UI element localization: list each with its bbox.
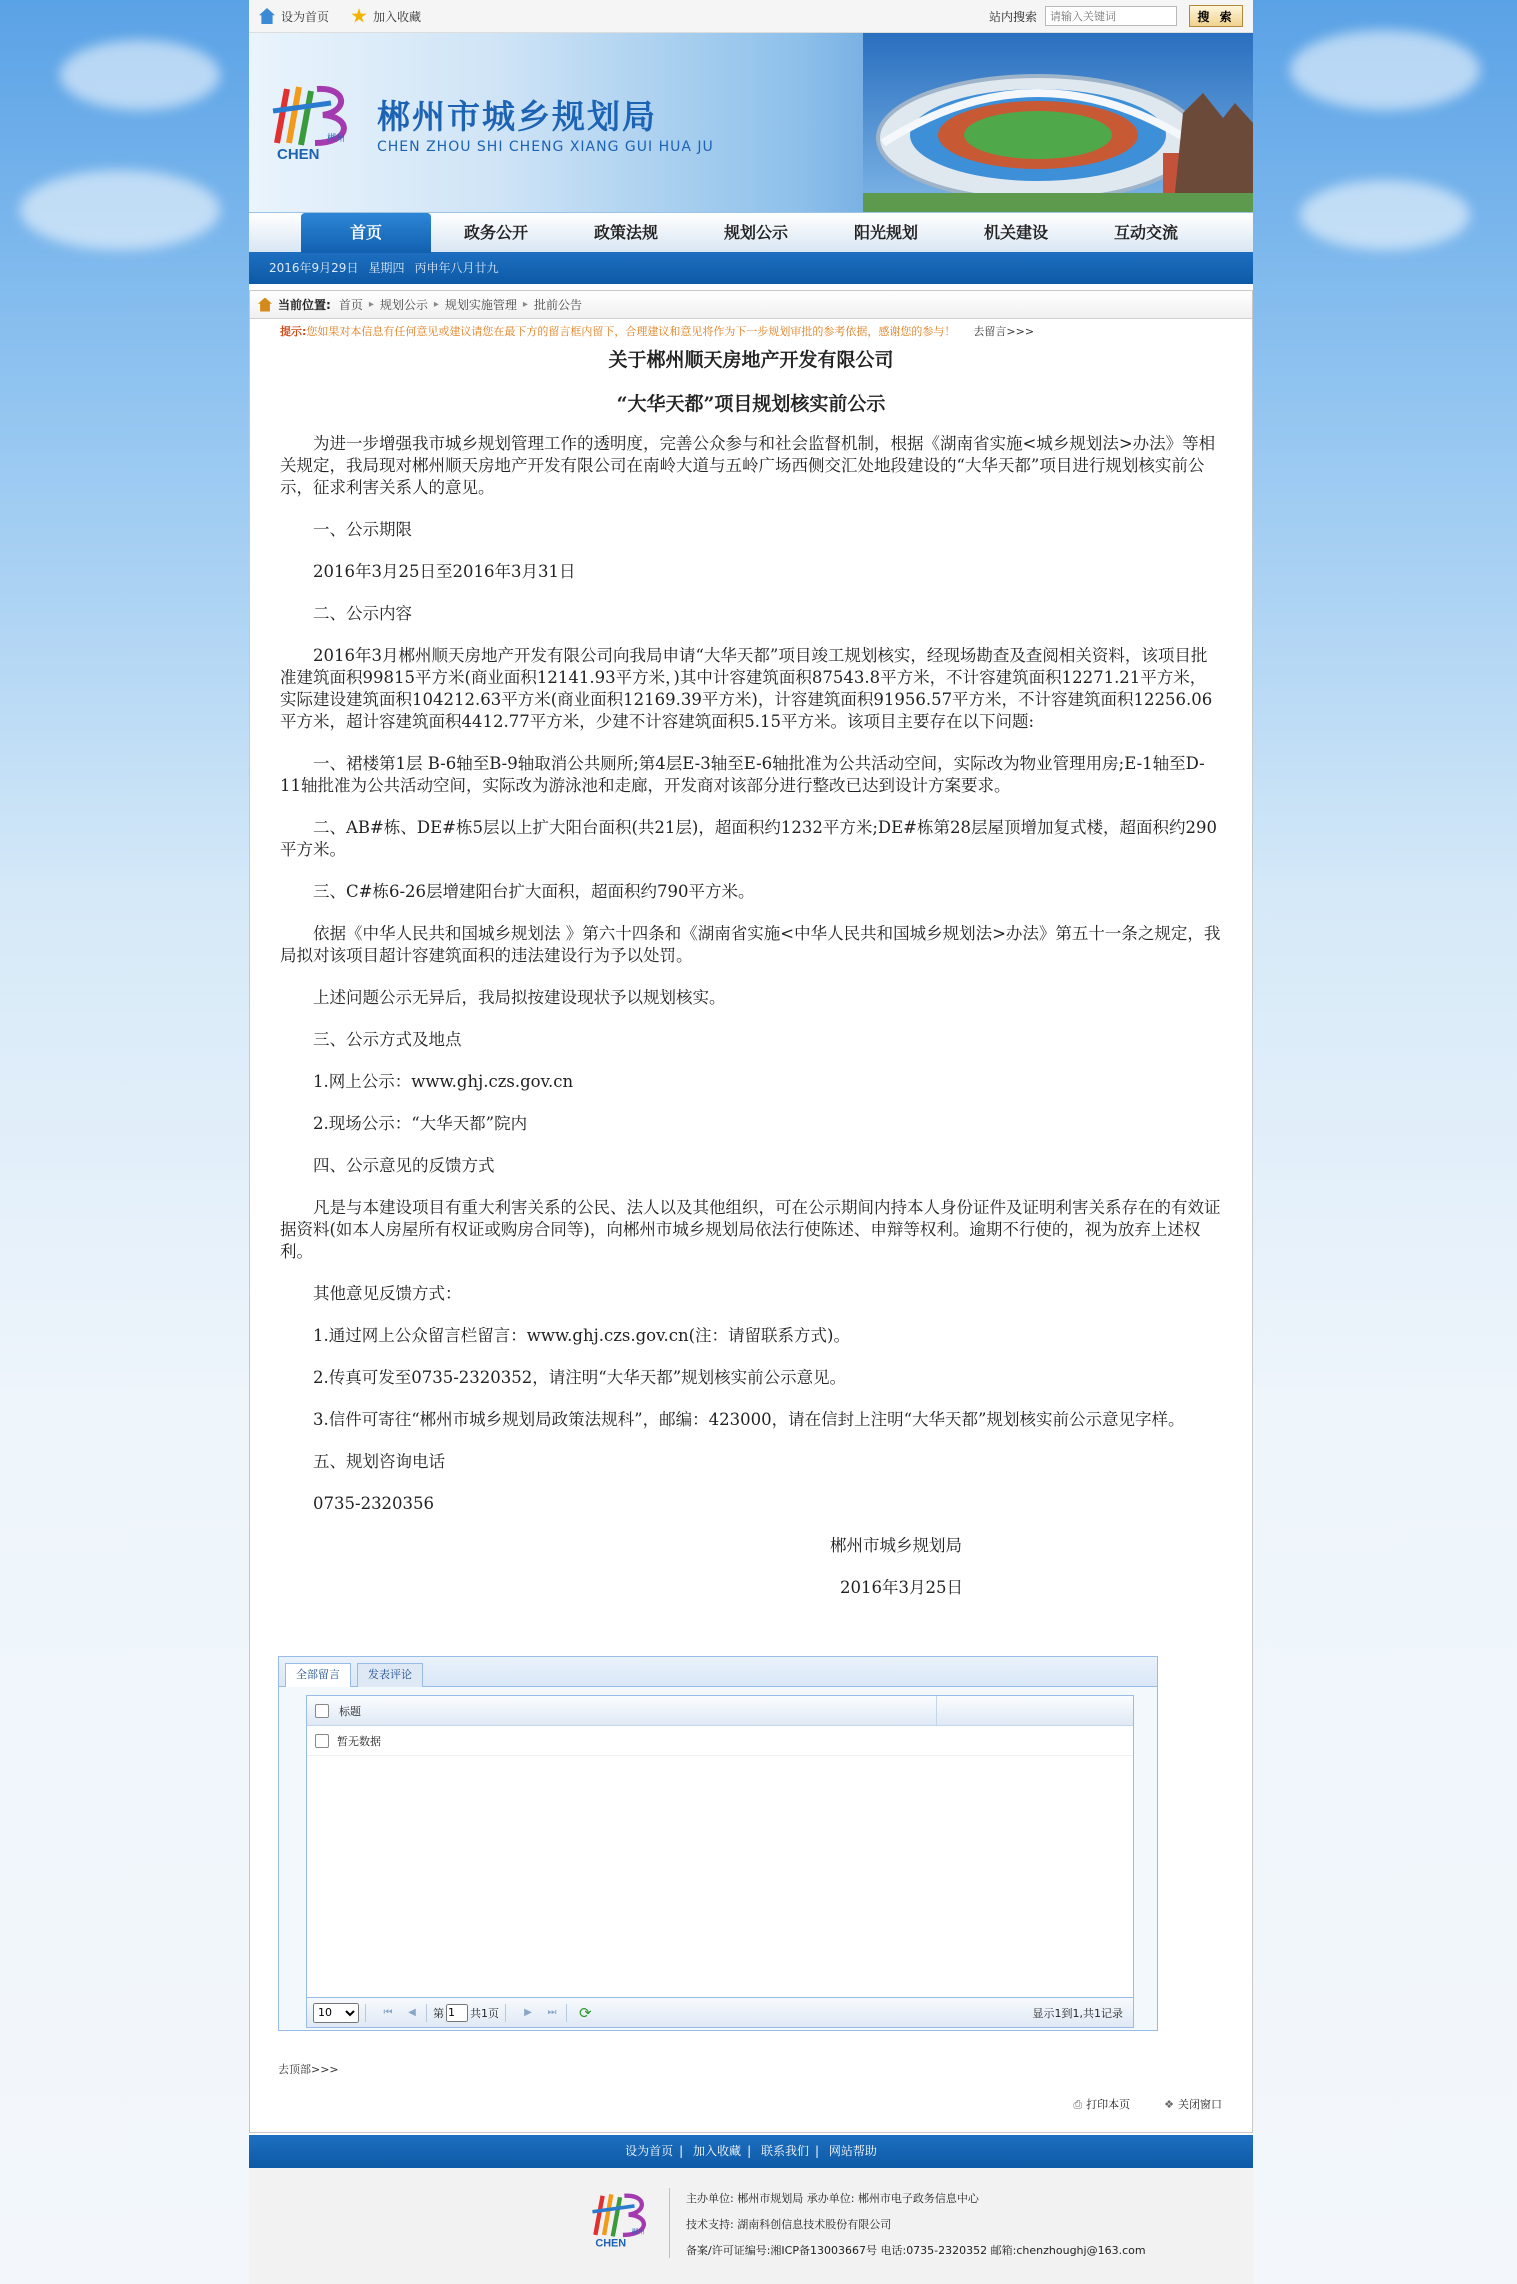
pager-separator	[566, 2004, 567, 2022]
leave-message-link[interactable]: 去留言>>>	[973, 325, 1035, 338]
star-icon	[351, 8, 367, 24]
breadcrumb-home[interactable]: 首页	[338, 298, 363, 312]
footer-link-contact[interactable]: 联系我们	[760, 2144, 809, 2158]
article-title-line2: “大华天都”项目规划核实前公示	[616, 393, 886, 415]
footer-divider	[669, 2188, 670, 2258]
page-actions	[1039, 2096, 1222, 2112]
breadcrumb-planning-implementation[interactable]: 规划实施管理	[444, 298, 517, 312]
background-cloud	[20, 170, 220, 250]
pager-separator	[365, 2004, 366, 2022]
grid-header	[307, 1696, 1133, 1726]
article-sign-date: 2016年3月25日	[840, 1578, 963, 1597]
pager-separator	[426, 2004, 427, 2022]
footer-line-icp	[686, 2238, 1146, 2264]
footer-logo-text: CHEN	[595, 2237, 627, 2248]
stadium-image	[863, 33, 1253, 212]
home-icon	[258, 298, 272, 312]
set-home-label: 设为首页	[281, 9, 330, 24]
phone-value: 0735-2320352	[906, 2244, 988, 2257]
site-search	[989, 5, 1243, 27]
breadcrumb-pre-approval-notice[interactable]: 批前公告	[533, 298, 582, 312]
comment-panel	[278, 1656, 1158, 2031]
nav-item-policies[interactable]: 政策法规	[593, 223, 658, 242]
top-bar	[249, 0, 1253, 33]
home-icon	[259, 8, 275, 24]
article-paragraph: 2016年3月郴州顺天房地产开发有限公司向我局申请“大华天都”项目竣工规划核实，经现场勘查及查阅相关资料，该项目批准建筑面积99815平方米(商业面积12141.93平方米，)其中计容建筑面积87543.8平方米，不计容建筑面积12271.21平方米，实际建设建筑面积104212.63平方米(商业面积12169.39平方米)，计容建筑面积91956.57平方米，不计容建筑面积12256.06平方米，超计容建筑面积4412.77平方米，少建不计容建筑面积5.15平方米。该项目主要存在以下问题:	[280, 646, 1213, 731]
nav-item-sunshine-planning[interactable]: 阳光规划	[853, 223, 918, 242]
logo-text: CHEN	[277, 146, 320, 161]
nav-item-interaction[interactable]: 互动交流	[1113, 223, 1178, 242]
footer-link-set-home[interactable]: 设为首页	[625, 2144, 674, 2158]
page-container	[249, 0, 1253, 2284]
nav-item-agency-building[interactable]: 机关建设	[983, 223, 1048, 242]
article-title-line1: 关于郴州顺天房地产开发有限公司	[608, 349, 894, 371]
article-section-heading: 三、公示方式及地点	[313, 1030, 462, 1049]
footer-link-help[interactable]: 网站帮助	[828, 2144, 877, 2158]
tech-label: 技术支持:	[686, 2218, 734, 2231]
column-title-header[interactable]: 标题	[337, 1696, 937, 1725]
empty-message: 暂无数据	[337, 1734, 381, 1748]
undertake-label: 承办单位:	[806, 2192, 855, 2205]
tab-post-comment[interactable]: 发表评论	[357, 1663, 423, 1687]
background-cloud	[1290, 30, 1480, 110]
chevron-right-icon: ▸	[368, 299, 374, 310]
chevron-right-icon: ▸	[522, 299, 528, 310]
footer-lines	[686, 2186, 1146, 2264]
footer-line-tech	[686, 2212, 1146, 2238]
article-paragraph: 三、C#栋6-26层增建阳台扩大面积，超面积约790平方米。	[313, 882, 755, 901]
footer-separator: |	[747, 2144, 752, 2158]
article-paragraph: 1.通过网上公众留言栏留言：www.ghj.czs.gov.cn(注：请留联系方式)。	[313, 1326, 850, 1345]
article-paragraph: 2.现场公示：“大华天都”院内	[313, 1114, 528, 1133]
nav-item-government-affairs[interactable]: 政务公开	[463, 223, 528, 242]
article-section-heading: 四、公示意见的反馈方式	[313, 1156, 495, 1175]
footer-logo-cn-text: 郴州	[631, 2227, 645, 2236]
page-prefix: 第	[433, 2006, 444, 2020]
email-label: 邮箱:	[990, 2244, 1017, 2257]
table-row	[307, 1726, 1133, 1756]
print-button[interactable]	[1073, 2096, 1130, 2112]
close-window-button[interactable]	[1164, 2096, 1222, 2112]
site-banner	[249, 33, 1253, 212]
phone-label: 电话:	[880, 2244, 907, 2257]
pager-separator	[505, 2004, 506, 2022]
printer-icon: ⎙	[1073, 2098, 1083, 2111]
footer-line-host	[686, 2186, 1146, 2212]
nav-item-home[interactable]: 首页	[301, 213, 431, 253]
article-paragraph: 上述问题公示无异后，我局拟按建设现状予以规划核实。	[313, 988, 726, 1007]
article-paragraph: 1.网上公示：www.ghj.czs.gov.cn	[313, 1072, 574, 1091]
select-all-checkbox[interactable]	[315, 1704, 329, 1718]
footer-logo	[589, 2190, 659, 2248]
next-page-icon[interactable]: ▶	[524, 2007, 532, 2018]
close-label: 关闭窗口	[1178, 2098, 1222, 2111]
refresh-icon[interactable]: ⟳	[579, 2003, 592, 2022]
add-favorite-link[interactable]	[351, 8, 421, 25]
last-page-icon[interactable]: ⏭	[547, 2007, 557, 2018]
article-section-heading: 五、规划咨询电话	[313, 1452, 445, 1471]
host-label: 主办单位:	[686, 2192, 734, 2205]
tech-value: 湖南科创信息技术股份有限公司	[737, 2218, 892, 2231]
footer-info	[249, 2168, 1253, 2284]
background-cloud	[60, 40, 220, 110]
article-paragraph: 2016年3月25日至2016年3月31日	[313, 562, 576, 581]
page-size-select[interactable]	[313, 2003, 359, 2023]
tip-text: 您如果对本信息有任何意见或建议请您在最下方的留言框内留下，合理建议和意见将作为下一步规划审批的参考依据，感谢您的参与！	[306, 325, 956, 338]
article-paragraph: 为进一步增强我市城乡规划管理工作的透明度，完善公众参与和社会监督机制，根据《湖南省实施<城乡规划法>办法》等相关规定，我局现对郴州顺天房地产开发有限公司在南岭大道与五岭广场西侧交汇处地段建设的“大华天都”项目进行规划核实前公示，征求利害关系人的意见。	[280, 434, 1216, 497]
breadcrumb	[250, 291, 1252, 319]
page-total: 共1页	[470, 2006, 499, 2020]
favorite-label: 加入收藏	[373, 9, 422, 24]
footer-nav	[249, 2135, 1253, 2168]
grid-pager	[306, 1998, 1134, 2028]
footer-separator: |	[814, 2144, 819, 2158]
logo-cn-text: 郴州	[327, 134, 346, 144]
article-section-heading: 一、公示期限	[313, 520, 412, 539]
search-button[interactable]: 搜 索	[1189, 5, 1243, 27]
email-value: chenzhoughj@163.com	[1016, 2244, 1146, 2257]
current-weekday: 星期四	[368, 261, 405, 275]
breadcrumb-planning-notices[interactable]: 规划公示	[379, 298, 428, 312]
row-checkbox[interactable]	[315, 1734, 329, 1748]
article-paragraph: 凡是与本建设项目有重大利害关系的公民、法人以及其他组织，可在公示期间内持本人身份证件及证明利害关系存在的有效证据资料(如本人房屋所有权证或购房合同等)，向郴州市城乡规划局依法行使陈述、申辩等权利。逾期不行使的，视为放弃上述权利。	[280, 1198, 1221, 1261]
chevron-right-icon: ▸	[433, 299, 439, 310]
article-paragraph: 其他意见反馈方式：	[313, 1284, 462, 1303]
article-paragraph: 2.传真可发至0735-2320352，请注明“大华天都”规划核实前公示意见。	[313, 1368, 847, 1387]
nav-item-planning-notices[interactable]: 规划公示	[723, 223, 788, 242]
tip-bar	[250, 319, 1252, 343]
article-paragraph: 二、AB#栋、DE#栋5层以上扩大阳台面积(共21层)，超面积约1232平方米;DE#栋第28层屋顶增加复式楼，超面积约290平方米。	[280, 818, 1217, 859]
print-label: 打印本页	[1086, 2098, 1131, 2111]
search-input[interactable]	[1045, 6, 1177, 26]
undertake-value: 郴州市电子政务信息中心	[857, 2192, 979, 2205]
prev-page-icon[interactable]: ◀	[408, 2007, 416, 2018]
tip-label: 提示:	[280, 325, 307, 338]
search-label: 站内搜索	[988, 9, 1037, 24]
background-cloud	[1300, 180, 1470, 250]
current-date: 2016年9月29日	[269, 261, 359, 275]
comment-tabs	[279, 1657, 1157, 1687]
article-paragraph: 一、裙楼第1层 B-6轴至B-9轴取消公共厕所;第4层E-3轴至E-6轴批准为公共活动空间，实际改为物业管理用房;E-1轴至D-11轴批准为公共活动空间，实际改为游泳池和走廊，开发商对该部分进行整改已达到设计方案要求。	[280, 754, 1205, 795]
site-title: 郴州市城乡规划局	[377, 97, 657, 136]
comment-grid	[306, 1695, 1134, 1998]
lunar-date: 丙申年八月廿九	[414, 261, 499, 275]
main-nav	[249, 212, 1253, 252]
content-panel	[249, 290, 1253, 2133]
set-home-link[interactable]	[259, 8, 329, 25]
pager-info: 显示1到1,共1记录	[1032, 2006, 1123, 2020]
breadcrumb-label: 当前位置:	[278, 298, 331, 312]
page-number-input[interactable]	[446, 2004, 468, 2022]
article-paragraph: 3.信件可寄往“郴州市城乡规划局政策法规科”，邮编：423000，请在信封上注明“大华天都”规划核实前公示意见字样。	[313, 1410, 1185, 1429]
article-paragraph: 依据《中华人民共和国城乡规划法 》第六十四条和《湖南省实施<中华人民共和国城乡规划法>办法》第五十一条之规定，我局拟对该项目超计容建筑面积的违法建设行为予以处罚。	[280, 924, 1221, 965]
footer-separator: |	[679, 2144, 684, 2158]
site-subtitle: CHEN ZHOU SHI CHENG XIANG GUI HUA JU	[377, 139, 714, 155]
article-section-heading: 二、公示内容	[313, 604, 412, 623]
close-icon: ❖	[1164, 2098, 1174, 2111]
footer-link-favorite[interactable]: 加入收藏	[693, 2144, 742, 2158]
site-logo	[269, 81, 364, 161]
date-bar	[249, 252, 1253, 284]
article-signature: 郴州市城乡规划局	[830, 1536, 962, 1555]
icp-value: 湘ICP备13003667号	[770, 2244, 877, 2257]
back-to-top-link[interactable]: 去顶部>>>	[278, 2063, 339, 2076]
tab-all-comments[interactable]: 全部留言	[285, 1663, 351, 1687]
first-page-icon[interactable]: ⏮	[383, 2007, 393, 2018]
host-value: 郴州市规划局	[737, 2192, 804, 2205]
article-paragraph: 0735-2320356	[313, 1494, 435, 1513]
icp-label: 备案/许可证编号:	[686, 2244, 771, 2257]
article	[250, 349, 1252, 1599]
